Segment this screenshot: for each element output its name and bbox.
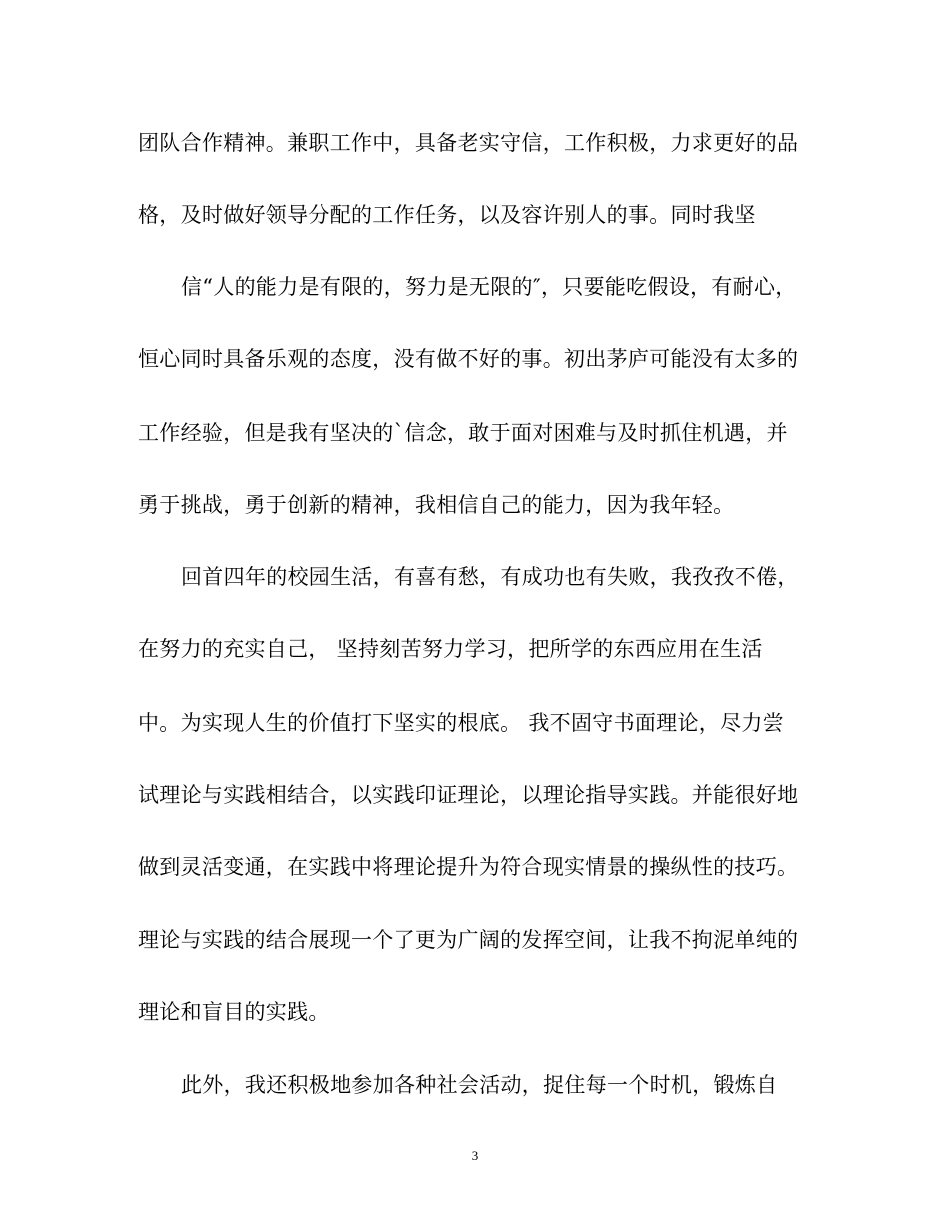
text-line-13: 理论和盲目的实践。 [138,1000,330,1024]
text-line-14: 此外，我还积极地参加各种社会活动，捉住每一个时机，锻炼自 [181,1073,778,1097]
text-line-2: 格，及时做好领导分配的工作任务，以及容许别人的事。同时我坚 [138,203,756,227]
text-line-4: 恒心同时具备乐观的态度，没有做不好的事。初出茅庐可能没有太多的 [138,347,799,371]
text-line-7: 回首四年的校园生活，有喜有愁，有成功也有失败，我孜孜不倦， [181,565,799,589]
page-number: 3 [471,1148,479,1163]
text-line-6: 勇于挑战，勇于创新的精神，我相信自己的能力，因为我年轻。 [138,493,735,517]
text-line-9: 中。为实现人生的价值打下坚实的根底。 我不固守书面理论，尽力尝 [138,711,784,735]
text-line-8: 在努力的充实自己， 坚持刻苦努力学习，把所学的东西应用在生活 [138,637,763,661]
text-line-1: 团队合作精神。兼职工作中，具备老实守信，工作积极，力求更好的品 [138,131,799,155]
text-line-12: 理论与实践的结合展现一个了更为广阔的发挥空间，让我不拘泥单纯的 [138,928,799,952]
text-line-11: 做到灵活变通，在实践中将理论提升为符合现实情景的操纵性的技巧。 [138,855,799,879]
text-line-10: 试理论与实践相结合，以实践印证理论，以理论指导实践。并能很好地 [138,783,799,807]
text-line-3: 信“人的能力是有限的，努力是无限的″，只要能吃假设，有耐心， [181,275,797,299]
text-line-5: 工作经验，但是我有坚决的`信念，敢于面对困难与及时抓住机遇，并 [138,421,788,445]
